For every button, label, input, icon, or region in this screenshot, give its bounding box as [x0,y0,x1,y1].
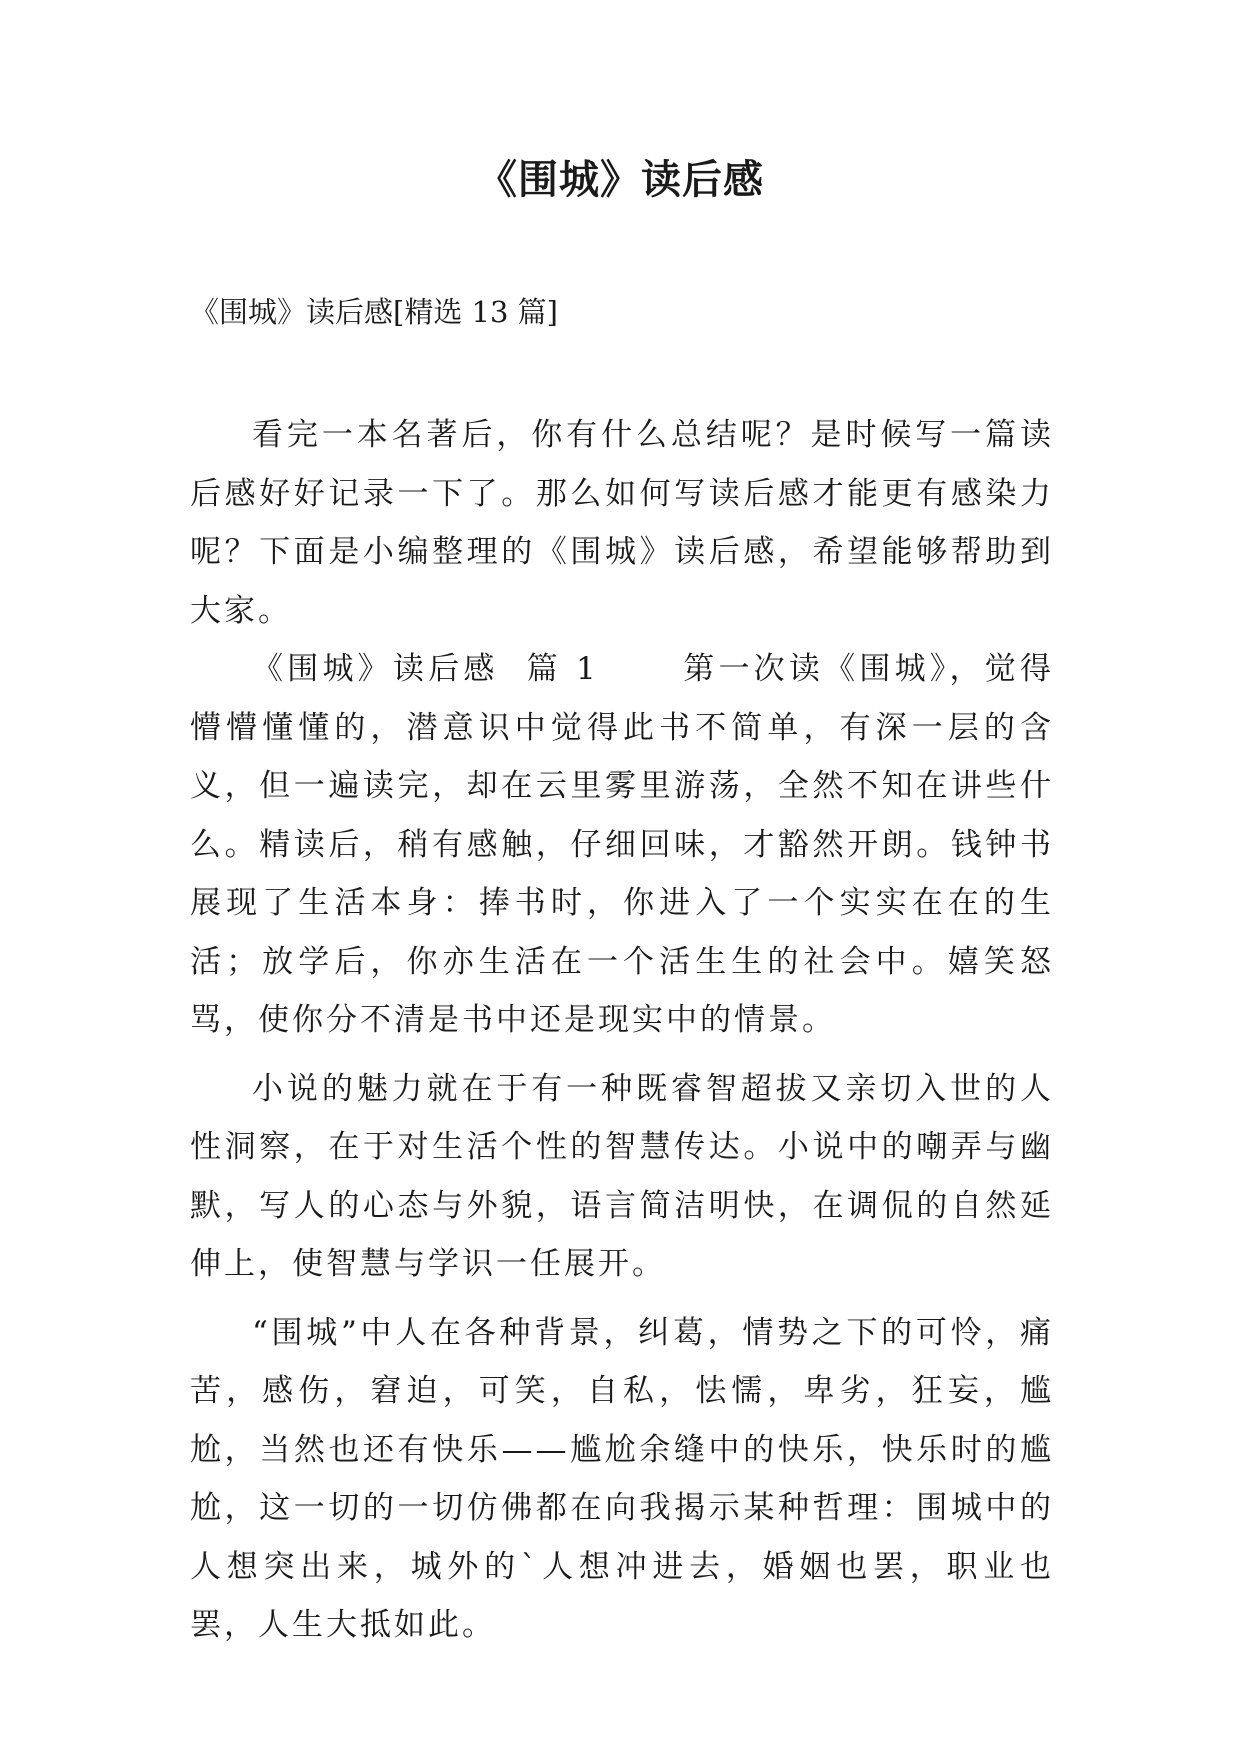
document-title: 《围城》读后感 [477,157,764,203]
essay-1-paragraph-2: 小说的魅力就在于有一种既睿智超拔又亲切入世的人性洞察，在于对生活个性的智慧传达。小说中的嘲弄与幽默，写人的心态与外貌，语言简洁明快，在调侃的自然延伸上，使智慧与学识一任展开。 [190,1070,1054,1282]
document-subtitle: 《围城》读后感[精选 13 篇] [190,295,558,329]
intro-paragraph: 看完一本名著后，你有什么总结呢？是时候写一篇读后感好好记录一下了。那么如何写读后感才能更有感染力呢？下面是小编整理的《围城》读后感，希望能够帮助到大家。 [190,417,1054,629]
essay-1-paragraph-1: 《围城》读后感 篇 1 第一次读《围城》，觉得懵懵懂懂的，潜意识中觉得此书不简单，有深一层的含义，但一遍读完，却在云里雾里游荡，全然不知在讲些什么。精读后，稍有感触，仔细回味，才豁然开朗。钱钟书展现了生活本身：捧书时，你进入了一个实实在在的生活；放学后，你亦生活在一个活生生的社会中。嬉笑怒骂，使你分不清是书中还是现实中的情景。 [190,651,1054,1038]
essay-1-paragraph-3: “围城”中人在各种背景，纠葛，情势之下的可怜，痛苦，感伤，窘迫，可笑，自私，怯懦，卑劣，狂妄，尴尬，当然也还有快乐——尴尬余缝中的快乐，快乐时的尴尬，这一切的一切仿佛都在向我揭示某种哲理：围城中的人想突出来，城外的`人想冲进去，婚姻也罢，职业也罢，人生大抵如此。 [190,1314,1054,1643]
document-body [190,406,1054,1655]
